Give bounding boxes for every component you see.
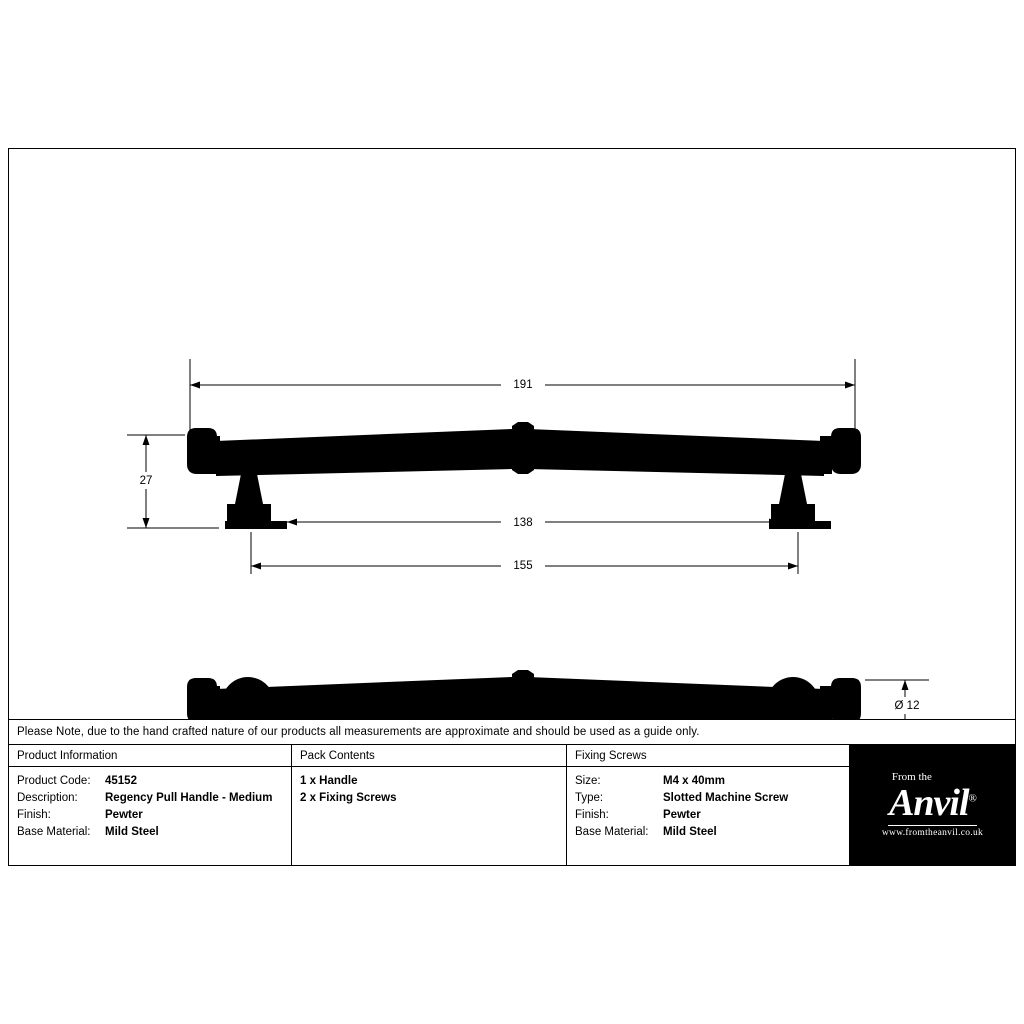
fixing-screws-column [567,745,850,865]
logo-website-url: www.fromtheanvil.co.uk [881,827,984,838]
fixing-screws-heading: Fixing Screws [575,750,647,762]
handle-drawing-svg [9,149,1015,719]
product-information-list [9,767,291,843]
list-item [17,775,291,792]
spec-value: Regency Pull Handle - Medium [105,792,273,804]
spec-label: Size: [575,775,601,787]
dimension-diameter-label: Ø 12 [894,700,920,712]
top-view-handle [187,422,861,529]
measurement-note-row [9,719,1015,745]
dimension-138-label: 138 [513,517,533,529]
spec-label: Product Code: [17,775,91,787]
logo-registered-mark: ® [968,792,976,805]
product-information-column [9,745,292,865]
spec-label: Type: [575,792,604,804]
spec-label: Base Material: [17,826,91,838]
anvil-logo [850,745,1015,865]
bottom-view-handle [187,670,861,719]
list-item [575,826,849,843]
measurement-note-text: Please Note, due to the hand crafted nature of our products all measurements are approximate and should be used as a guide only. [17,726,700,738]
technical-drawing-sheet [8,148,1016,866]
pack-contents-column [292,745,567,865]
divider [888,825,977,826]
drawing-area [9,149,1015,719]
dimension-centres [287,513,779,530]
list-item: 2 x Fixing Screws [300,792,397,804]
information-table [9,745,1015,865]
spec-value: M4 x 40mm [663,775,726,787]
spec-label: Description: [17,792,78,804]
list-item [575,792,849,809]
list-item: 1 x Handle [300,775,358,787]
spec-value: Slotted Machine Screw [663,792,789,804]
list-item [17,826,291,843]
spec-value: 45152 [105,775,137,787]
spec-value: Mild Steel [663,826,717,838]
spec-value: Mild Steel [105,826,159,838]
product-information-heading: Product Information [17,750,118,762]
dimension-diameter [865,680,929,719]
list-item [17,809,291,826]
brand-logo-column [850,745,1015,865]
list-item [575,775,849,792]
spec-label: Finish: [17,809,51,821]
spec-value: Pewter [663,809,701,821]
dimension-fixing-span [251,532,798,574]
spec-value: Pewter [105,809,143,821]
logo-anvil-text: Anvil [889,781,969,824]
dimension-27-label: 27 [139,475,153,487]
dimension-191-label: 191 [513,379,533,391]
dimension-155-label: 155 [513,560,533,572]
spec-label: Base Material: [575,826,649,838]
list-item [17,792,291,809]
list-item [575,809,849,826]
logo-from-the-text: From the [891,770,932,783]
pack-contents-list [292,767,566,809]
fixing-screws-list [567,767,849,843]
pack-contents-heading: Pack Contents [300,750,375,762]
spec-label: Finish: [575,809,609,821]
